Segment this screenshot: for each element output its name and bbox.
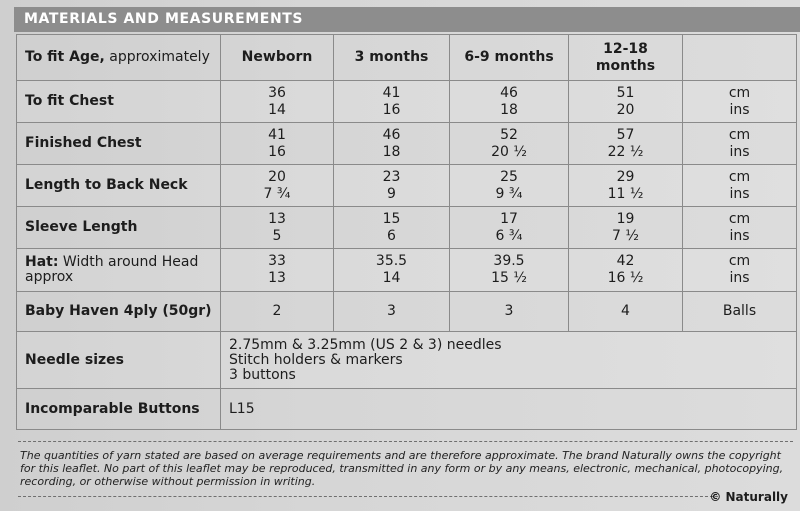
value-cell: 20 7 ¾ <box>221 165 334 207</box>
size-header-12-18-months: 12-18 months <box>569 35 683 81</box>
row-label: Finished Chest <box>17 123 221 165</box>
yarn-value: 3 <box>334 292 450 332</box>
unit-cell: cm ins <box>683 81 797 123</box>
yarn-unit: Balls <box>683 292 797 332</box>
divider <box>18 496 718 497</box>
value-cell: 19 7 ½ <box>569 207 683 249</box>
age-label: To fit Age, approximately <box>17 35 221 81</box>
measure-row-hat <box>17 249 797 292</box>
value-cell: 51 20 <box>569 81 683 123</box>
value-cell: 41 16 <box>221 123 334 165</box>
measure-row-chest <box>17 81 797 123</box>
needle-row <box>17 332 797 389</box>
unit-cell: cm ins <box>683 249 797 292</box>
value-cell: 17 6 ¾ <box>450 207 569 249</box>
unit-header <box>683 35 797 81</box>
value-cell: 23 9 <box>334 165 450 207</box>
value-cell: 25 9 ¾ <box>450 165 569 207</box>
yarn-value: 3 <box>450 292 569 332</box>
value-cell: 36 14 <box>221 81 334 123</box>
value-cell: 39.5 15 ½ <box>450 249 569 292</box>
unit-cell: cm ins <box>683 123 797 165</box>
value-cell: 42 16 ½ <box>569 249 683 292</box>
value-cell: 33 13 <box>221 249 334 292</box>
buttons-line: 3 buttons <box>229 366 296 383</box>
value-cell: 35.5 14 <box>334 249 450 292</box>
yarn-label: Baby Haven 4ply (50gr) <box>17 292 221 332</box>
row-label: To fit Chest <box>17 81 221 123</box>
row-label: Hat: Width around Head approx <box>17 249 221 292</box>
buttons-row <box>17 389 797 430</box>
value-cell: 13 5 <box>221 207 334 249</box>
value-cell: 52 20 ½ <box>450 123 569 165</box>
value-cell: 46 18 <box>450 81 569 123</box>
buttons-label: Incomparable Buttons <box>17 389 221 430</box>
unit-cell: cm ins <box>683 165 797 207</box>
notions-line: Stitch holders & markers <box>229 351 403 368</box>
yarn-row <box>17 292 797 332</box>
size-header-6-9-months: 6-9 months <box>450 35 569 81</box>
measure-row-back-length <box>17 165 797 207</box>
disclaimer-text: The quantities of yarn stated are based on average requirements and are therefore approximate. The brand Naturally owns the copyright for this leaflet. No part of this leaflet may be reproduced, transmitted in any form or by any means, electronic, mechanical, photocopying, recording, or otherwise without permission in writing. <box>20 449 784 488</box>
yarn-value: 2 <box>221 292 334 332</box>
unit-cell: cm ins <box>683 207 797 249</box>
needle-details <box>221 332 797 389</box>
value-cell: 46 18 <box>334 123 450 165</box>
measure-row-sleeve-length <box>17 207 797 249</box>
section-title: MATERIALS AND MEASUREMENTS <box>14 7 800 32</box>
copyright-notice: © Naturally <box>709 490 788 504</box>
value-cell: 15 6 <box>334 207 450 249</box>
needle-label: Needle sizes <box>17 332 221 389</box>
divider <box>18 441 793 442</box>
size-header-3-months: 3 months <box>334 35 450 81</box>
value-cell: 57 22 ½ <box>569 123 683 165</box>
value-cell: 29 11 ½ <box>569 165 683 207</box>
needle-line: 2.75mm & 3.25mm (US 2 & 3) needles <box>229 336 502 353</box>
measurements-table <box>16 34 797 430</box>
yarn-value: 4 <box>569 292 683 332</box>
buttons-value: L15 <box>221 389 797 430</box>
row-label: Length to Back Neck <box>17 165 221 207</box>
row-label: Sleeve Length <box>17 207 221 249</box>
size-header-row <box>17 35 797 81</box>
size-header-newborn: Newborn <box>221 35 334 81</box>
value-cell: 41 16 <box>334 81 450 123</box>
measure-row-finished-chest <box>17 123 797 165</box>
